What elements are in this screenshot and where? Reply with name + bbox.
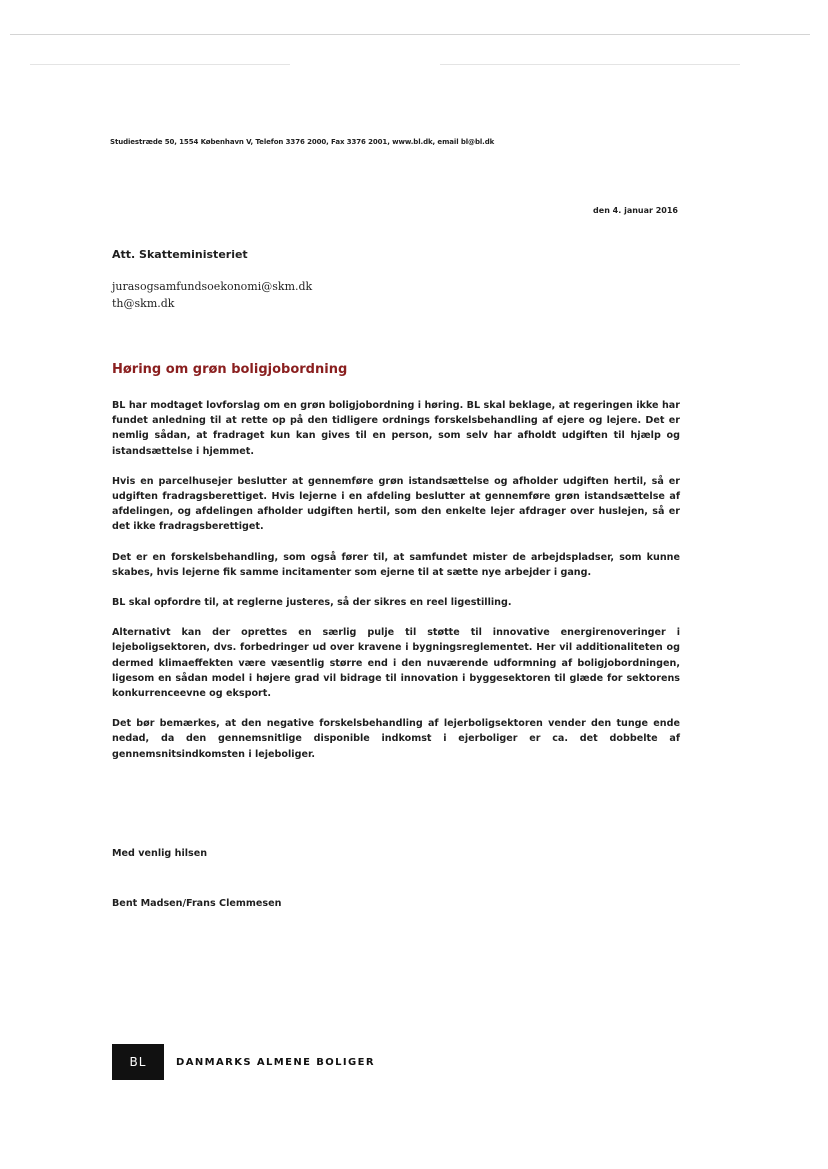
letter-date: den 4. januar 2016 xyxy=(593,206,678,215)
body-paragraph: Det er en forskelsbehandling, som også fører til, at samfundet mister de arbejdspladser, som kunne skabes, hvis lejerne fik samme incitamenter som ejerne til at sætte nye arbejder i gang. xyxy=(112,551,680,578)
recipient-attention: Att. Skatteministeriet xyxy=(112,248,248,261)
scan-edge-line xyxy=(10,34,810,35)
body-paragraph: BL har modtaget lovforslag om en grøn boligjobordning i høring. BL skal beklage, at regeringen ikke har fundet anledning til at rette op på den tidligere ordnings forskelsbehandling af ejere og lejere. Det er nemlig sådan, at fradraget kun kan gives til en person, som selv har afholdt udgiften til hjælp og istandsættelse i hjemmet. xyxy=(112,400,680,457)
scan-edge-line xyxy=(440,64,740,65)
body-paragraph: Hvis en parcelhusejer beslutter at gennemføre grøn istandsættelse og afholder udgiften hertil, så er udgiften fradragsberettiget. Hvis lejerne i en afdeling beslutter at gennemføre grøn istandsættelse af afdelingen, og afdelingen afholder udgiften hertil, som den enkelte lejer afdrager over huslejen, så er det ikke fradragsberettiget. xyxy=(112,475,680,533)
body-paragraph: Alternativt kan der oprettes en særlig pulje til støtte til innovative energirenoveringer i lejeboligsektoren, dvs. forbedringer ud over kravene i bygningsreglementet. Her vil additionaliteten og dermed klimaeffekten være væsentlig større end i den nuværende udformning af boligjobordningen, ligesom en sådan model i højere grad vil bidrage til innovation i byggesektoren til glæde for sektorens konkurrenceevne og eksport. xyxy=(112,627,680,700)
body-paragraph: BL skal opfordre til, at reglerne justeres, så der sikres en reel ligestilling. xyxy=(112,597,512,609)
letter-closing: Med venlig hilsen xyxy=(112,848,208,859)
footer-logo xyxy=(112,1044,375,1080)
recipient-email: th@skm.dk xyxy=(112,297,175,310)
letter-title: Høring om grøn boligjobordning xyxy=(112,362,348,377)
recipient-email: jurasogsamfundsoekonomi@skm.dk xyxy=(112,280,313,293)
letterhead-address: Studiestræde 50, 1554 København V, Telefon 3376 2000, Fax 3376 2001, www.bl.dk, email bl@bl.dk xyxy=(110,138,495,146)
bl-logo-icon: BL xyxy=(112,1044,164,1080)
recipient-emails xyxy=(112,278,312,312)
organization-name: DANMARKS ALMENE BOLIGER xyxy=(176,1056,375,1068)
letter-body xyxy=(112,398,680,777)
scan-edge-line xyxy=(30,64,290,65)
letter-signature: Bent Madsen/Frans Clemmesen xyxy=(112,898,282,909)
body-paragraph: Det bør bemærkes, at den negative forskelsbehandling af lejerboligsektoren vender den tunge ende nedad, da den gennemsnitlige disponible indkomst i ejerboliger er ca. det dobbelte af gennemsnitsindkomsten i lejeboliger. xyxy=(112,718,680,760)
